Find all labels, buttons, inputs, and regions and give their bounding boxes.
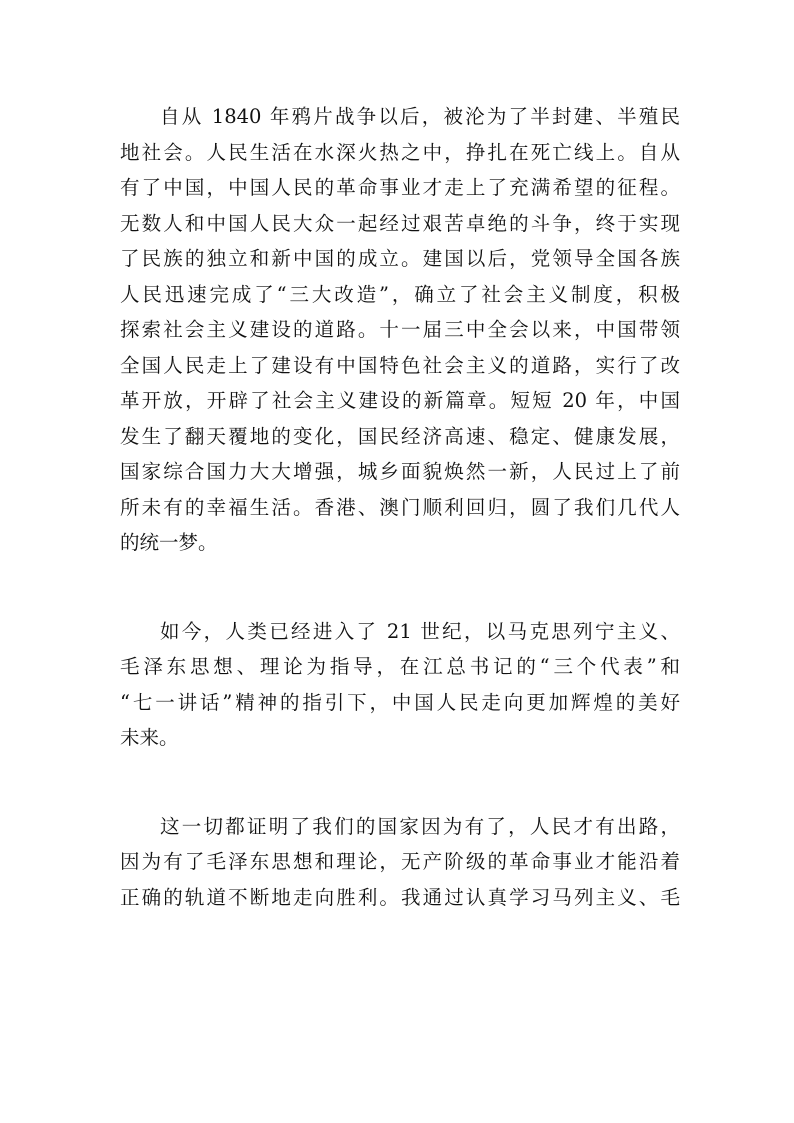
text-line: 人民迅速完成了“三大改造”，确立了社会主义制度，积极 [120, 282, 680, 306]
text-line: 地社会。人民生活在水深火热之中，挣扎在死亡线上。自从 [120, 140, 680, 164]
text-line: 这一切都证明了我们的国家因为有了，人民才有出路， [160, 814, 680, 838]
text-line: 所未有的幸福生活。香港、澳门顺利回归，圆了我们几代人 [120, 495, 680, 519]
text-line: 未来。 [120, 726, 179, 749]
text-line: 革开放，开辟了社会主义建设的新篇章。短短 20 年，中国 [120, 389, 680, 412]
text-line: 的统一梦。 [120, 531, 218, 554]
text-line: 国家综合国力大大增强，城乡面貌焕然一新，人民过上了前 [120, 460, 680, 483]
paragraph-present [120, 614, 680, 756]
paragraph-conclusion [120, 809, 680, 916]
text-line: 毛泽东思想、理论为指导，在江总书记的“三个代表”和 [120, 655, 680, 678]
paragraph-spacer [120, 756, 680, 809]
text-line: 如今，人类已经进入了 21 世纪，以马克思列宁主义、 [160, 619, 680, 643]
text-line: 无数人和中国人民大众一起经过艰苦卓绝的斗争，终于实现 [120, 211, 680, 235]
paragraph-spacer [120, 561, 680, 614]
text-line: 自从 1840 年鸦片战争以后，被沦为了半封建、半殖民 [160, 105, 680, 128]
text-line: 因为有了毛泽东思想和理论，无产阶级的革命事业才能沿着 [120, 850, 680, 873]
text-line: 全国人民走上了建设有中国特色社会主义的道路，实行了改 [120, 353, 680, 377]
text-line: 正确的轨道不断地走向胜利。我通过认真学习马列主义、毛 [120, 885, 680, 909]
text-line: 探索社会主义建设的道路。十一届三中全会以来，中国带领 [120, 318, 680, 341]
text-line: 发生了翻天覆地的变化，国民经济高速、稳定、健康发展， [120, 424, 680, 448]
paragraph-history [120, 99, 680, 561]
text-line: “七一讲话”精神的指引下，中国人民走向更加辉煌的美好 [120, 690, 680, 714]
text-line: 有了中国，中国人民的革命事业才走上了充满希望的征程。 [120, 176, 680, 199]
document-body [120, 99, 680, 915]
text-line: 了民族的独立和新中国的成立。建国以后，党领导全国各族 [120, 247, 680, 270]
